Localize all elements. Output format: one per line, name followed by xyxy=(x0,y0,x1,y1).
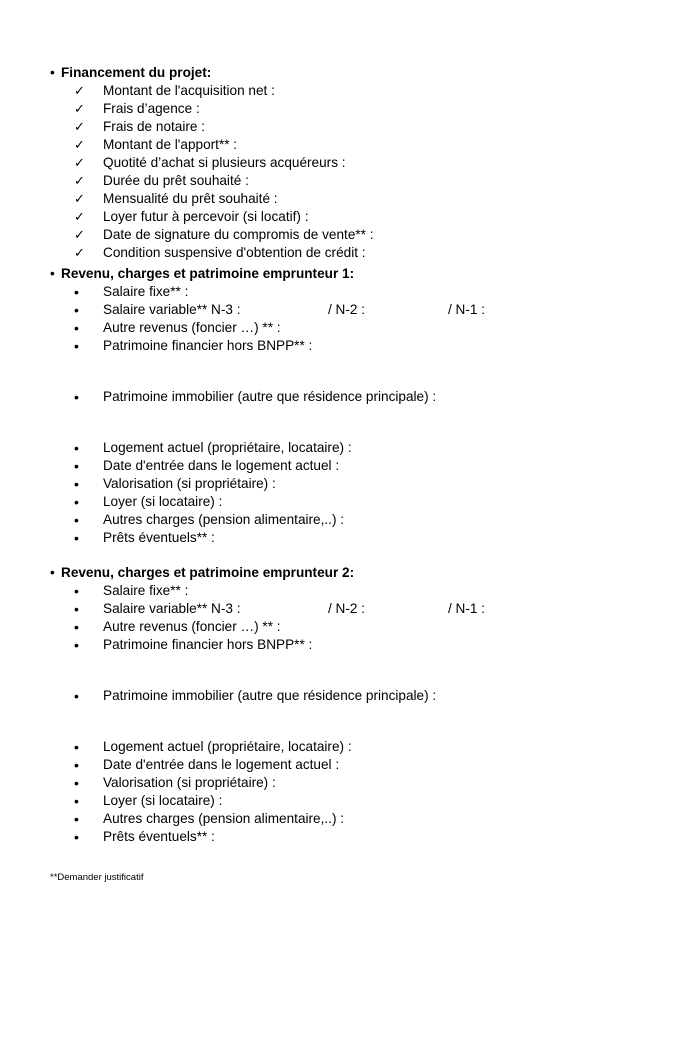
bullet-icon: • xyxy=(74,302,79,318)
item-label: Prêts éventuels** : xyxy=(103,829,215,844)
item-label: Condition suspensive d'obtention de crédit : xyxy=(103,245,366,260)
list-item xyxy=(50,172,650,190)
bullet-icon: • xyxy=(74,494,79,510)
list-item xyxy=(50,493,650,511)
bullet-icon: • xyxy=(74,637,79,653)
footnote: **Demander justificatif xyxy=(50,872,144,883)
item-label: Valorisation (si propriétaire) : xyxy=(103,775,276,790)
checkmark-icon: ✓ xyxy=(74,137,85,152)
bullet-icon: • xyxy=(74,583,79,599)
item-label: Autre revenus (foncier …) ** : xyxy=(103,619,281,634)
list-item xyxy=(50,319,650,337)
item-label: Patrimoine financier hors BNPP** : xyxy=(103,637,313,652)
item-label: Frais de notaire : xyxy=(103,119,205,134)
item-label: Salaire fixe** : xyxy=(103,284,189,299)
item-label: Loyer futur à percevoir (si locatif) : xyxy=(103,209,309,224)
bullet-list xyxy=(50,283,650,547)
bullet-icon: • xyxy=(74,757,79,773)
bullet-icon: • xyxy=(74,320,79,336)
section-title-bullet: • xyxy=(50,565,55,580)
section-title-text: Revenu, charges et patrimoine emprunteur 1: xyxy=(61,266,355,281)
list-item xyxy=(50,226,650,244)
list-item xyxy=(50,388,650,406)
list-item xyxy=(50,244,650,262)
list-item xyxy=(50,687,650,705)
list-item xyxy=(50,792,650,810)
item-label: Date d'entrée dans le logement actuel : xyxy=(103,757,340,772)
list-item xyxy=(50,600,650,618)
bullet-icon: • xyxy=(74,775,79,791)
section-title xyxy=(50,564,650,582)
section-title-bullet: • xyxy=(50,266,55,281)
list-item xyxy=(50,337,650,355)
bullet-icon: • xyxy=(74,389,79,405)
item-label: Loyer (si locataire) : xyxy=(103,793,223,808)
item-label: Loyer (si locataire) : xyxy=(103,494,223,509)
bullet-icon: • xyxy=(74,829,79,845)
checkmark-icon: ✓ xyxy=(74,173,85,188)
item-label: Valorisation (si propriétaire) : xyxy=(103,476,276,491)
list-item xyxy=(50,756,650,774)
list-item xyxy=(50,774,650,792)
checklist xyxy=(50,82,650,262)
section-emprunteur-2 xyxy=(50,564,650,846)
list-item xyxy=(50,738,650,756)
item-label: Autres charges (pension alimentaire,..) : xyxy=(103,512,345,527)
item-label: Salaire variable** N-3 : xyxy=(103,601,241,616)
list-item xyxy=(50,828,650,846)
list-item xyxy=(50,136,650,154)
list-item xyxy=(50,439,650,457)
checkmark-icon: ✓ xyxy=(74,209,85,224)
checkmark-icon: ✓ xyxy=(74,83,85,98)
bullet-icon: • xyxy=(74,458,79,474)
item-label: Patrimoine immobilier (autre que résidence principale) : xyxy=(103,389,437,404)
section-title xyxy=(50,64,650,82)
bullet-icon: • xyxy=(74,601,79,617)
bullet-icon: • xyxy=(74,739,79,755)
item-label-n1: / N-1 : xyxy=(448,302,486,317)
list-item xyxy=(50,511,650,529)
section-financement xyxy=(50,64,650,262)
item-label: Montant de l'apport** : xyxy=(103,137,238,152)
bullet-icon: • xyxy=(74,512,79,528)
list-item xyxy=(50,301,650,319)
item-label: Patrimoine financier hors BNPP** : xyxy=(103,338,313,353)
item-label: Logement actuel (propriétaire, locataire) : xyxy=(103,739,352,754)
list-item xyxy=(50,457,650,475)
item-label: Date de signature du compromis de vente** : xyxy=(103,227,374,242)
list-item xyxy=(50,154,650,172)
list-item xyxy=(50,475,650,493)
bullet-icon: • xyxy=(74,440,79,456)
section-title xyxy=(50,265,650,283)
bullet-icon: • xyxy=(74,619,79,635)
list-item xyxy=(50,582,650,600)
list-item xyxy=(50,529,650,547)
item-label-n1: / N-1 : xyxy=(448,601,486,616)
checkmark-icon: ✓ xyxy=(74,155,85,170)
bullet-icon: • xyxy=(74,530,79,546)
item-label: Mensualité du prêt souhaité : xyxy=(103,191,278,206)
bullet-icon: • xyxy=(74,811,79,827)
bullet-icon: • xyxy=(74,284,79,300)
section-title-bullet: • xyxy=(50,65,55,80)
bullet-list xyxy=(50,582,650,846)
list-item xyxy=(50,636,650,654)
list-item xyxy=(50,100,650,118)
item-label: Date d'entrée dans le logement actuel : xyxy=(103,458,340,473)
item-label: Montant de l'acquisition net : xyxy=(103,83,275,98)
bullet-icon: • xyxy=(74,476,79,492)
section-title-text: Revenu, charges et patrimoine emprunteur 2: xyxy=(61,565,355,580)
item-label: Salaire fixe** : xyxy=(103,583,189,598)
item-label: Logement actuel (propriétaire, locataire) : xyxy=(103,440,352,455)
item-label: Prêts éventuels** : xyxy=(103,530,215,545)
bullet-icon: • xyxy=(74,688,79,704)
checkmark-icon: ✓ xyxy=(74,245,85,260)
list-item xyxy=(50,118,650,136)
item-label: Patrimoine immobilier (autre que résidence principale) : xyxy=(103,688,437,703)
list-item xyxy=(50,190,650,208)
item-label-n2: / N-2 : xyxy=(328,302,366,317)
section-title-text: Financement du projet: xyxy=(61,65,212,80)
list-item xyxy=(50,618,650,636)
item-label: Autre revenus (foncier …) ** : xyxy=(103,320,281,335)
item-label-n2: / N-2 : xyxy=(328,601,366,616)
bullet-icon: • xyxy=(74,793,79,809)
section-emprunteur-1 xyxy=(50,265,650,547)
item-label: Salaire variable** N-3 : xyxy=(103,302,241,317)
item-label: Frais d’agence : xyxy=(103,101,200,116)
list-item xyxy=(50,810,650,828)
bullet-icon: • xyxy=(74,338,79,354)
list-item xyxy=(50,283,650,301)
list-item xyxy=(50,208,650,226)
checkmark-icon: ✓ xyxy=(74,119,85,134)
item-label: Quotité d’achat si plusieurs acquéreurs : xyxy=(103,155,346,170)
list-item xyxy=(50,82,650,100)
item-label: Durée du prêt souhaité : xyxy=(103,173,249,188)
checkmark-icon: ✓ xyxy=(74,227,85,242)
checkmark-icon: ✓ xyxy=(74,191,85,206)
checkmark-icon: ✓ xyxy=(74,101,85,116)
item-label: Autres charges (pension alimentaire,..) : xyxy=(103,811,345,826)
